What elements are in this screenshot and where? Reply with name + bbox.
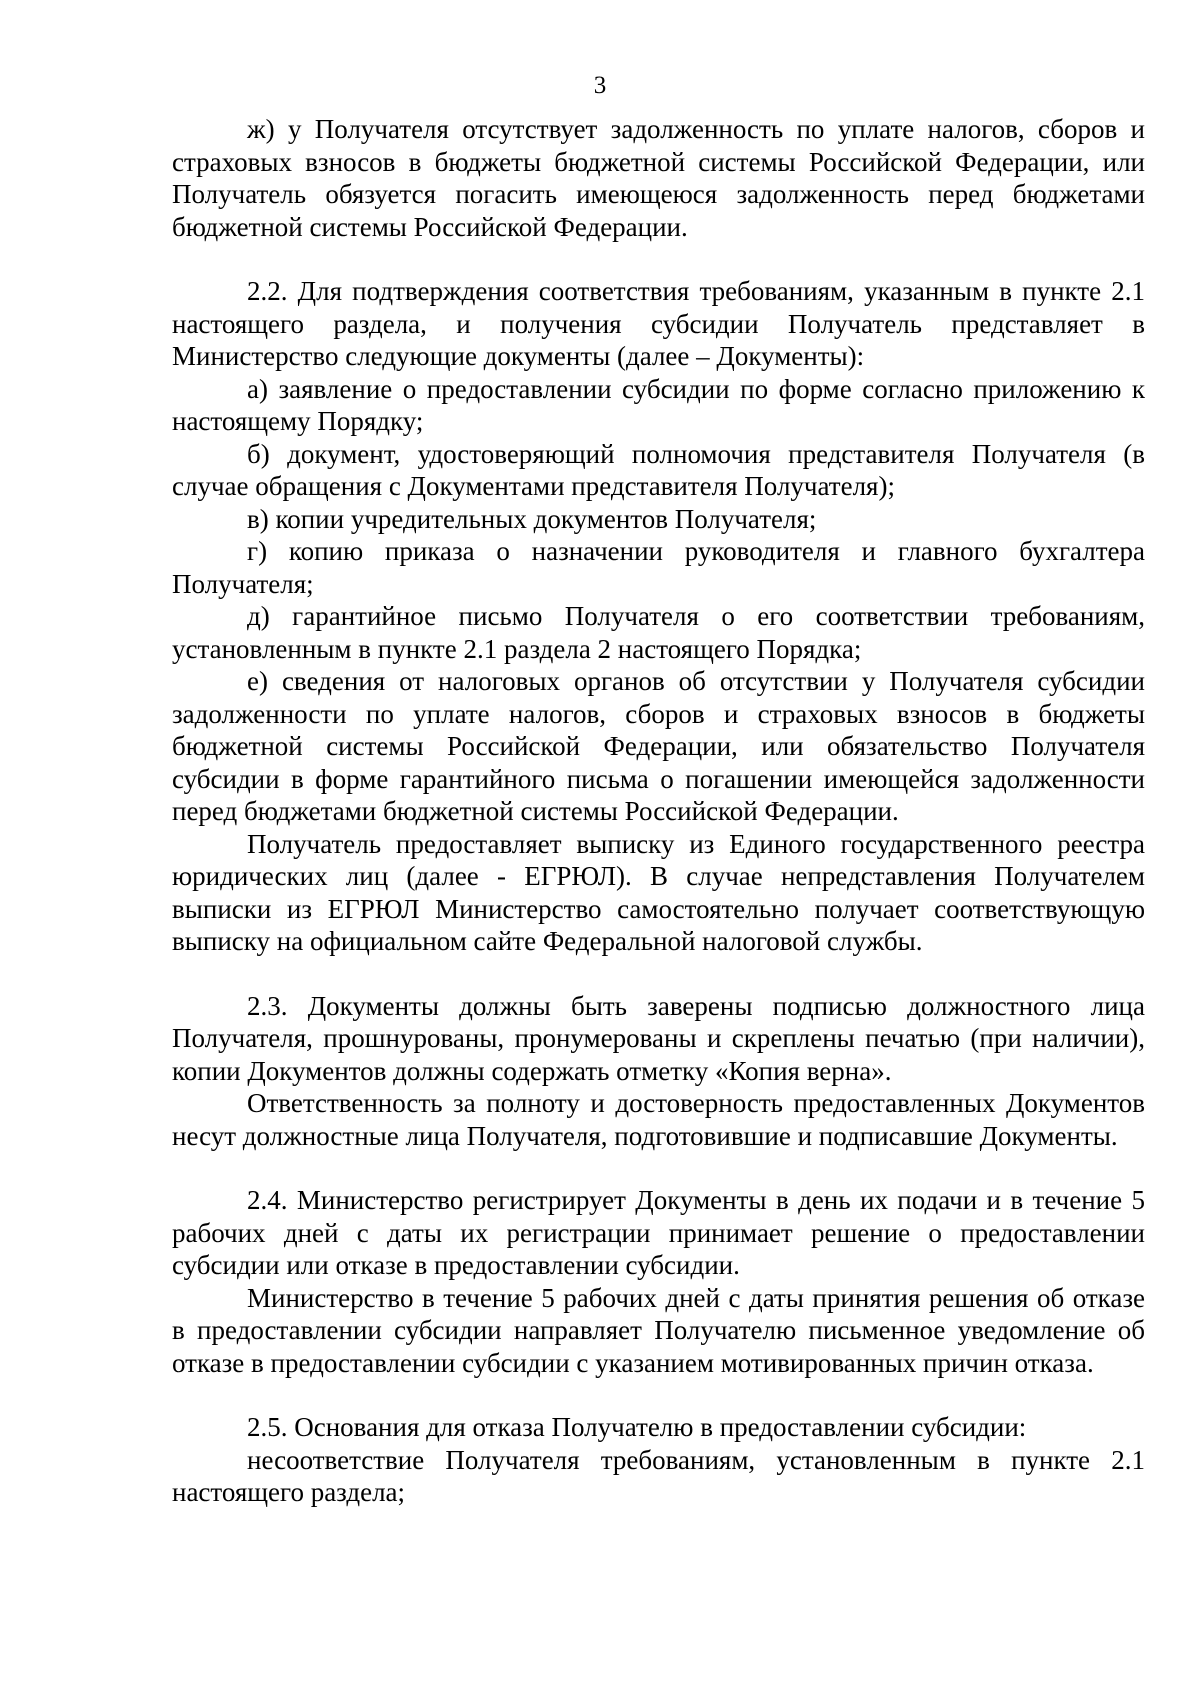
page-number: 3 (593, 72, 607, 99)
paragraph-item-g: г) копию приказа о назначении руководителя и главного бухгалтера Получателя; (172, 536, 1145, 599)
paragraph-egrul: Получатель предоставляет выписку из Единого государственного реестра юридических лиц (далее - ЕГРЮЛ). В случае непредставления Получателем выписки из ЕГРЮЛ Министерство самостоятельно получает соответствующую выписку на официальном сайте Федеральной налоговой службы. (172, 828, 1145, 956)
paragraph-item-v: в) копии учредительных документов Получателя; (247, 503, 817, 534)
paragraph-responsibility: Ответственность за полноту и достоверность предоставленных Документов несут должностные лица Получателя, подготовившие и подписавшие Документы. (172, 1088, 1145, 1151)
paragraph-item-a: а) заявление о предоставлении субсидии по форме согласно приложению к настоящему Порядку; (172, 373, 1145, 436)
paragraph-2-5: 2.5. Основания для отказа Получателю в предоставлении субсидии: (247, 1412, 1027, 1442)
document-body (172, 113, 1145, 1509)
paragraph-item-zh: ж) у Получателя отсутствует задолженность по уплате налогов, сборов и страховых взносов в бюджеты бюджетной системы Российской Федерации, или Получатель обязуется погасить имеющеюся задолженность перед бюджетами бюджетной системы Российской Федерации. (172, 114, 1145, 242)
paragraph-item-e: е) сведения от налоговых органов об отсутствии у Получателя субсидии задолженности по уплате налогов, сборов и страховых взносов в бюджеты бюджетной системы Российской Федерации, или обязательство Получателя субсидии в форме гарантийного письма о погашении имеющейся задолженности перед бюджетами бюджетной системы Российской Федерации. (172, 666, 1145, 826)
paragraph-2-4: 2.4. Министерство регистрирует Документы в день их подачи и в течение 5 рабочих дней с даты их регистрации принимает решение о предоставлении субсидии или отказе в предоставлении субсидии. (172, 1185, 1145, 1280)
paragraph-item-b: б) документ, удостоверяющий полномочия представителя Получателя (в случае обращения с Документами представителя Получателя); (172, 438, 1145, 501)
paragraph-2-2: 2.2. Для подтверждения соответствия требованиям, указанным в пункте 2.1 настоящего раздела, и получения субсидии Получатель представляет в Министерство следующие документы (далее – Документы): (172, 276, 1145, 371)
paragraph-refusal-reason: несоответствие Получателя требованиям, установленным в пункте 2.1 настоящего раздела; (172, 1444, 1145, 1507)
paragraph-item-d: д) гарантийное письмо Получателя о его соответствии требованиям, установленным в пункте 2.1 раздела 2 настоящего Порядка; (172, 601, 1145, 664)
paragraph-refusal-notice: Министерство в течение 5 рабочих дней с даты принятия решения об отказе в предоставлении субсидии направляет Получателю письменное уведомление об отказе в предоставлении субсидии с указанием мотивированных причин отказа. (172, 1282, 1145, 1378)
paragraph-2-3: 2.3. Документы должны быть заверены подписью должностного лица Получателя, прошнурованы, пронумерованы и скреплены печатью (при наличии), копии Документов должны содержать отметку «Копия верна». (172, 990, 1145, 1086)
